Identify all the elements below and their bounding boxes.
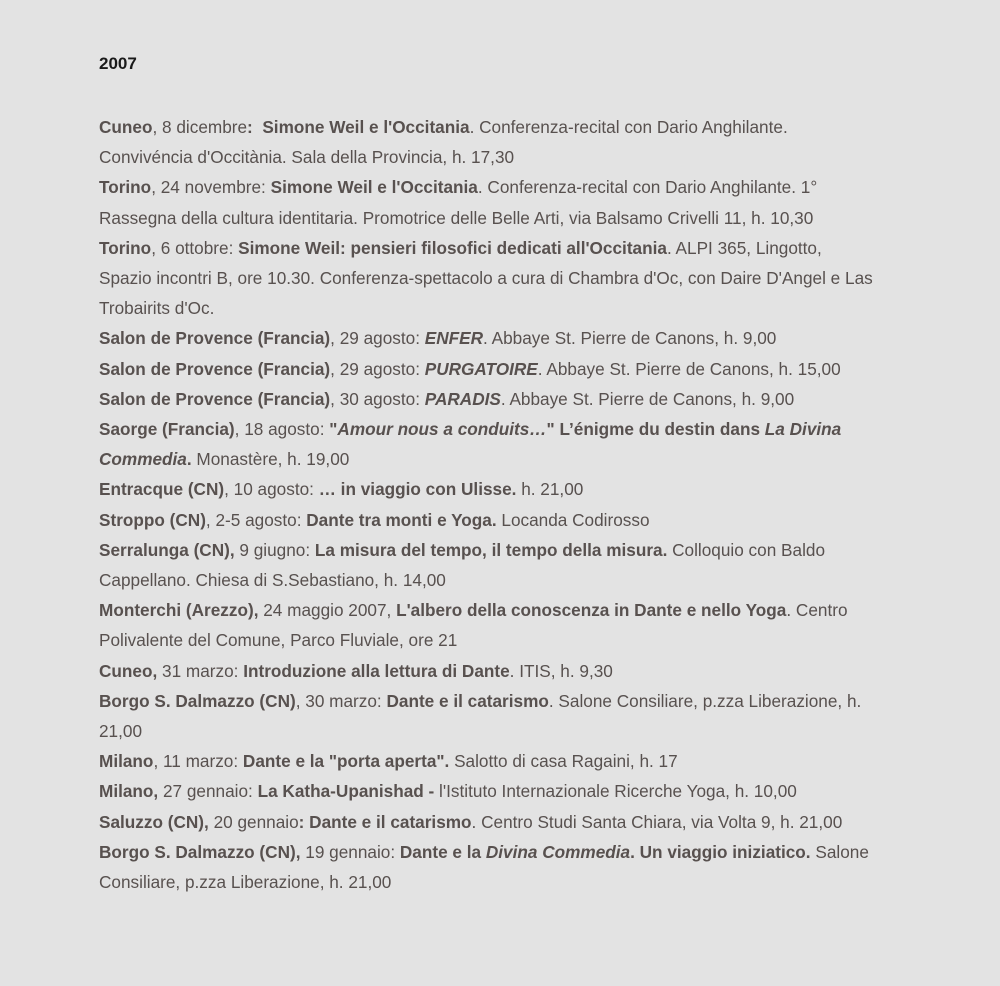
event-title-italic: Divina Commedia: [485, 841, 631, 862]
event-details: . ITIS, h. 9,30: [509, 660, 613, 681]
event-city: Milano: [99, 751, 154, 772]
event-city: Torino: [99, 237, 152, 258]
event-item: [99, 354, 879, 384]
event-city: Borgo S. Dalmazzo (CN),: [99, 841, 301, 862]
event-details: . ALPI 365, Lingotto, Spazio incontri B, ore 10.30. Conferenza-spettacolo a cura di Chambra d'Oc, con Daire D'Angel e Las Trobairits d'Oc.: [99, 237, 873, 319]
event-details: l'Istituto Internazionale Ricerche Yoga, h. 10,00: [434, 781, 797, 802]
event-city: Torino: [99, 177, 152, 198]
event-title: La misura del tempo, il tempo della misura.: [314, 539, 668, 560]
event-details: Locanda Codirosso: [496, 509, 650, 530]
event-details: Monastère, h. 19,00: [191, 449, 350, 470]
event-date: , 29 agosto:: [330, 358, 425, 379]
event-city: Salon de Provence (Francia): [99, 358, 331, 379]
event-city: Salon de Provence (Francia): [99, 388, 331, 409]
event-date: 27 gennaio:: [158, 781, 258, 802]
event-title: PARADIS: [424, 388, 501, 409]
event-item: [99, 535, 879, 595]
event-title-italic: Amour nous a conduits…: [337, 419, 547, 440]
event-details: . Conferenza-recital con Dario Anghilante. Convivéncia d'Occitània. Sala della Provincia, h. 17,30: [99, 117, 788, 168]
event-title: La Katha-Upanishad -: [257, 781, 435, 802]
event-city: Entracque (CN): [99, 479, 225, 500]
event-date: 24 maggio 2007,: [258, 600, 397, 621]
event-date: , 2-5 agosto:: [205, 509, 307, 530]
event-item: [99, 233, 879, 324]
event-details: . Centro Polivalente del Comune, Parco Fluviale, ore 21: [99, 600, 848, 651]
event-date: , 24 novembre:: [151, 177, 271, 198]
event-item: [99, 323, 879, 353]
event-details: Salone Consiliare, p.zza Liberazione, h. 21,00: [99, 841, 869, 893]
event-item: [99, 172, 879, 232]
event-item: [99, 505, 879, 535]
event-city: Saluzzo (CN),: [99, 811, 209, 832]
event-title: Dante e il catarismo: [386, 690, 549, 711]
event-title: Introduzione alla lettura di Dante: [243, 660, 510, 681]
event-item: [99, 807, 879, 837]
event-item: [99, 112, 879, 172]
event-details: Salotto di casa Ragaini, h. 17: [449, 751, 678, 772]
event-details: . Abbaye St. Pierre de Canons, h. 9,00: [500, 388, 795, 409]
event-date: 31 marzo:: [157, 660, 244, 681]
event-colon: :: [247, 117, 253, 137]
event-title: L'albero della conoscenza in Dante e nello Yoga: [396, 600, 787, 621]
year-heading: 2007: [99, 54, 137, 73]
event-item: [99, 595, 879, 655]
event-title-part: Dante e la: [399, 841, 486, 862]
event-title: ENFER: [424, 328, 484, 349]
event-item: [99, 474, 879, 504]
event-title: : Dante e il catarismo: [298, 811, 472, 832]
event-date: , 6 ottobre:: [151, 237, 239, 258]
event-date: , 30 agosto:: [330, 388, 425, 409]
event-title: … in viaggio con Ulisse.: [318, 479, 517, 500]
event-city: Serralunga (CN),: [99, 539, 235, 560]
event-details: . Conferenza-recital con Dario Anghilante. 1° Rassegna della cultura identitaria. Promotrice delle Belle Arti, via Balsamo Crivelli 11, h. 10,30: [99, 177, 818, 228]
event-item: [99, 414, 879, 474]
event-item: [99, 656, 879, 686]
event-title: Simone Weil e l'Occitania: [262, 117, 470, 137]
event-date: 20 gennaio: [208, 811, 299, 832]
event-date: , 29 agosto:: [330, 328, 425, 349]
event-city: Stroppo (CN): [99, 509, 206, 530]
event-date: , 8 dicembre: [152, 117, 248, 137]
event-details: . Abbaye St. Pierre de Canons, h. 9,00: [483, 328, 777, 349]
event-city: Milano,: [99, 781, 159, 802]
event-item: [99, 686, 879, 746]
event-city: Saorge (Francia): [99, 419, 235, 440]
event-city: Borgo S. Dalmazzo (CN): [99, 690, 296, 711]
event-details: Colloquio con Baldo Cappellano. Chiesa di S.Sebastiano, h. 14,00: [99, 539, 826, 591]
event-title-part: ": [329, 419, 338, 440]
event-item: [99, 746, 879, 776]
event-city: Cuneo: [99, 117, 153, 137]
event-title: Simone Weil e l'Occitania: [270, 177, 478, 198]
event-title-part: .: [186, 449, 192, 470]
event-item: [99, 837, 879, 897]
event-title-italic: La Divina Commedia: [99, 419, 842, 470]
event-details: . Salone Consiliare, p.zza Liberazione, h. 21,00: [99, 690, 862, 742]
event-title-part: . Un viaggio iniziatico.: [630, 841, 811, 862]
event-date: , 11 marzo:: [153, 751, 243, 772]
event-title: [400, 842, 811, 862]
event-date: 9 giugno:: [234, 539, 315, 560]
event-title: PURGATOIRE: [424, 358, 538, 379]
event-item: [99, 384, 879, 414]
event-date: 19 gennaio:: [300, 841, 400, 862]
event-title-part: " L’énigme du destin dans: [546, 419, 765, 440]
event-item: [99, 776, 879, 806]
event-list: [99, 112, 879, 897]
event-title: Dante e la "porta aperta".: [242, 751, 450, 772]
event-date: , 18 agosto:: [234, 419, 330, 440]
event-title: Simone Weil: pensieri filosofici dedicati all'Occitania: [238, 237, 667, 258]
event-title: Dante tra monti e Yoga.: [306, 509, 497, 530]
event-details: h. 21,00: [516, 479, 584, 500]
event-date: , 10 agosto:: [224, 479, 319, 500]
event-details: . Centro Studi Santa Chiara, via Volta 9, h. 21,00: [471, 811, 843, 832]
event-city: Cuneo,: [99, 660, 158, 681]
event-date: , 30 marzo:: [295, 690, 387, 711]
event-details: . Abbaye St. Pierre de Canons, h. 15,00: [537, 358, 841, 379]
event-city: Salon de Provence (Francia): [99, 328, 331, 349]
event-city: Monterchi (Arezzo),: [99, 600, 259, 621]
